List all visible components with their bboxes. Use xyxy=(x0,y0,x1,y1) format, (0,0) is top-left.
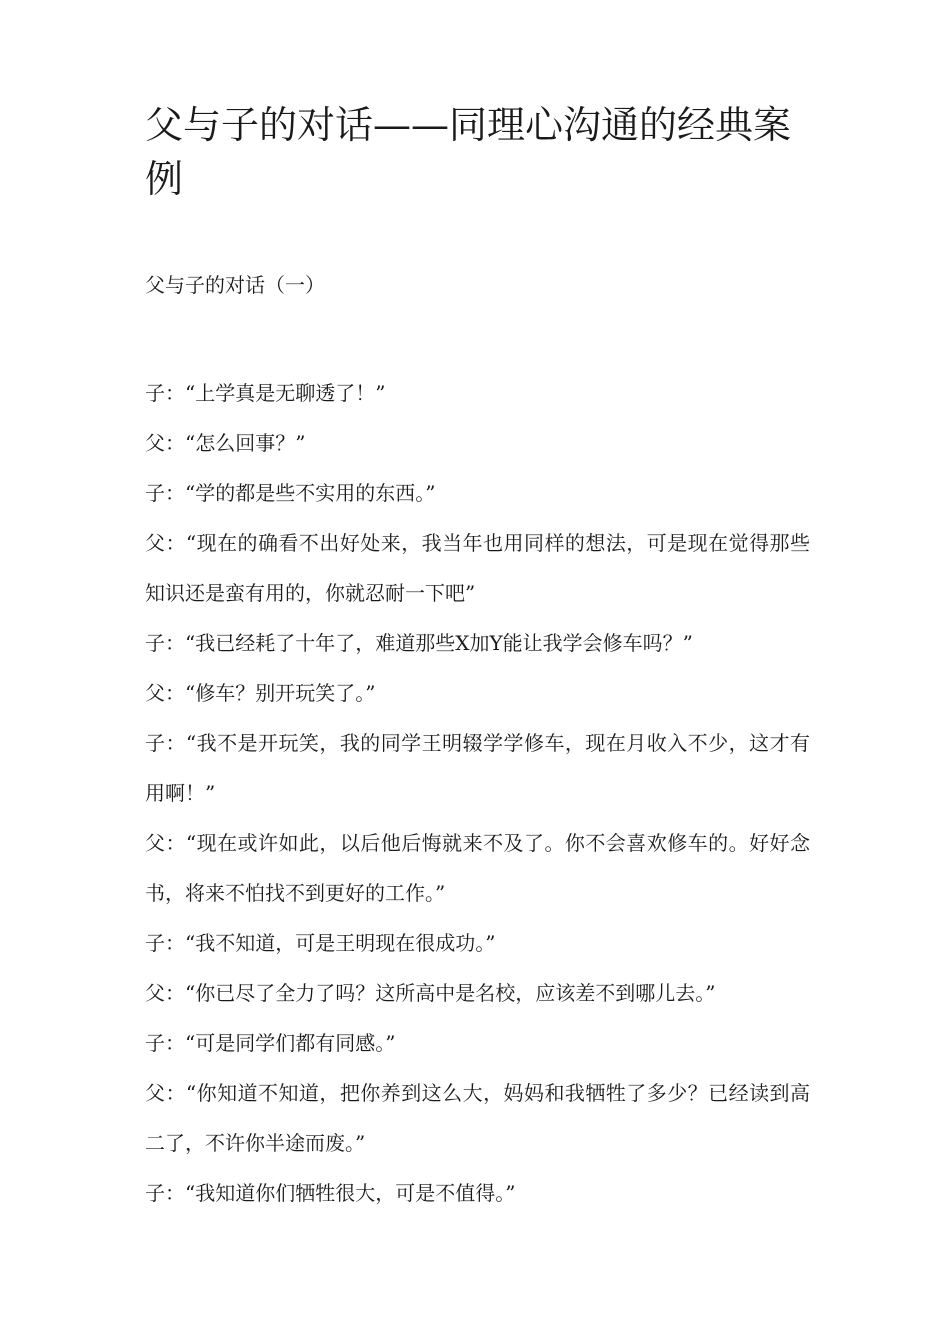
document-title: 父与子的对话——同理心沟通的经典案例 xyxy=(145,103,792,201)
dialogue-line: 子：“我不是开玩笑，我的同学王明辍学学修车，现在月收入不少，这才有用啊！” xyxy=(145,731,810,805)
dialogue-line: 父：“你已尽了全力了吗？这所高中是名校，应该差不到哪儿去。” xyxy=(145,981,716,1005)
dialogue-line: 父：“修车？别开玩笑了。” xyxy=(145,681,376,705)
dialogue-line: 父：“现在的确看不出好处来，我当年也用同样的想法，可是现在觉得那些知识还是蛮有用的，你就忍耐一下吧” xyxy=(145,531,810,605)
dialogue-line: 子：“学的都是些不实用的东西。” xyxy=(145,481,436,505)
dialogue-line: 子：“我知道你们牺牲很大，可是不值得。” xyxy=(145,1181,516,1205)
dialogue-line: 子：“我不知道，可是王明现在很成功。” xyxy=(145,931,496,955)
dialogue-line: 子：“上学真是无聊透了！” xyxy=(145,381,386,405)
dialogue-line: 父：“怎么回事？” xyxy=(145,431,306,455)
dialogue-line: 子：“我已经耗了十年了，难道那些X加Y能让我学会修车吗？” xyxy=(145,631,693,655)
dialogue-line: 父：“现在或许如此，以后他后悔就来不及了。你不会喜欢修车的。好好念书，将来不怕找不到更好的工作。” xyxy=(145,831,810,905)
dialogue-line: 子：“可是同学们都有同感。” xyxy=(145,1031,396,1055)
section-title: 父与子的对话（一） xyxy=(145,273,325,297)
dialogue-list xyxy=(145,368,810,1218)
dialogue-line: 父：“你知道不知道，把你养到这么大，妈妈和我牺牲了多少？已经读到高二了，不许你半途而废。” xyxy=(145,1081,810,1155)
